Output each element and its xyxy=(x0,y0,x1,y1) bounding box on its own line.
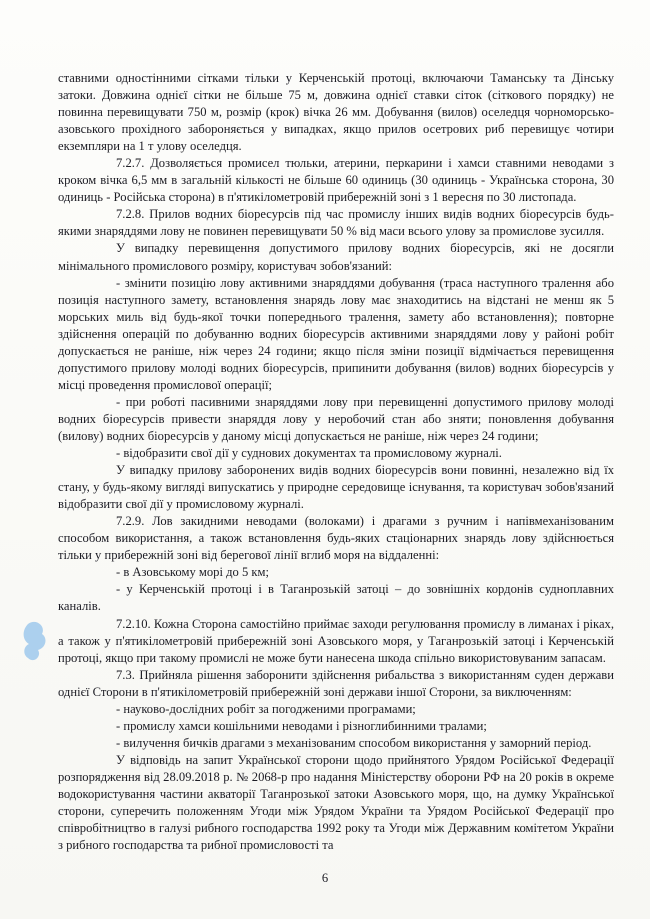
ink-blot-shape xyxy=(20,620,50,664)
paragraph-7-2-9: 7.2.9. Лов закидними неводами (волоками) і драгами з ручним і напівмеханізованим способом використання, а також встановлення будь-яких стаціонарних знарядь лову здійснюється тільки у прибережній зоні від берегової лінії вглиб моря на віддаленні: xyxy=(58,514,614,563)
list-item-azov-sea: - в Азовському морі до 5 км; xyxy=(116,565,269,580)
paragraph-7-2-7: 7.2.7. Дозволяється промисел тюльки, атерини, перкарини і хамси ставними неводами з кроком вічка 6,5 мм в загальній кількості не більше 60 одиниць (30 одиниць - Українська сторона, 30 одиниць - Російська сторона) в п'ятикілометровій прибережній зоні з 1 вересня по 30 листопада. xyxy=(58,156,614,205)
paragraph-bycatch-exceeded: У випадку перевищення допустимого прилову водних біоресурсів, які не досягли мінімального промислового розміру, користувач зобов'язаний: xyxy=(58,241,614,273)
paragraph-7-3: 7.3. Прийняла рішення заборонити здійснення рибальства з використанням суден держави однієї Сторони в п'ятикілометровій прибережній зоні держави іншої Сторони, за виключенням: xyxy=(58,667,614,699)
blue-ink-mark xyxy=(20,620,50,669)
paragraph-russian-decree: У відповідь на запит Української сторони щодо прийнятого Урядом Російської Федерації розпорядження від 28.09.2018 р. № 2068-р про надання Міністерству оборони РФ на 20 років в окреме водокористування частини акваторії Таганрозької затоки Азовського моря, що, на думку Української сторони, суперечить положенням Угоди між Урядом України та Урядом Російської Федерації про співробітництво в галузі рибного господарства 1992 року та Угоди між Державним комітетом України з рибного господарства та рибної промисловості та xyxy=(58,752,614,853)
list-item-passive-gear: - при роботі пасивними знаряддями лову при перевищенні допустимого прилову молоді водних біоресурсів привести знаряддя лову у неробочий стан або зняти; поновлення добування (вилову) водних біоресурсів у даному місці допускається не раніше, ніж через 24 години; xyxy=(58,394,614,443)
list-item-record-actions: - відобразити свої дії у суднових документах та промисловому журналі. xyxy=(116,446,502,461)
paragraph-prohibited-species: У випадку прилову заборонених видів водних біоресурсів вони повинні, незалежно від їх стану, у будь-якому вигляді випускатись у природне середовище існування, та користувач зобов'язаний відобразити свої дії у промисловому журналі. xyxy=(58,463,614,512)
document-body xyxy=(58,70,614,854)
paragraph-herring-nets: ставними одностінними сітками тільки у Керченській протоці, включаючи Таманську та Дінську затоки. Довжина однієї сітки не більше 75 м, довжина однієї ставки сіток (сіткового порядку) не повинна перевищувати 750 м, розмір (крок) вічка 26 мм. Добування (вилов) оселедця чорноморсько-азовського прохідного забороняється у випадках, якщо прилов осетрових риб перевищує чотири екземпляри на 1 т улову оселедця. xyxy=(58,71,614,154)
list-item-gobies: - вилучення бичків драгами з механізованим способом використання у заморний період. xyxy=(116,735,592,750)
list-item-kerch-taganrog: - у Керченській протоці і в Таганрозькій затоці – до зовнішніх кордонів судноплавних каналів. xyxy=(58,582,614,614)
list-item-anchovy: - промислу хамси кошільними неводами і різноглибинними тралами; xyxy=(116,718,487,733)
list-item-change-position: - змінити позицію лову активними знаряддями добування (траса наступного тралення або позиція наступного замету, встановлення знарядь лову має знаходитись на відстані не менш як 5 морських миль від будь-якої точки попереднього тралення, замету або встановлення); повторне здійснення операцій по добуванню водних біоресурсів активними знаряддями лову у районі робіт допускається не раніше, ніж через 24 години; якщо після зміни позиції відмічається перевищення допустимого прилову молоді водних біоресурсів, припинити добування (вилов) водних біоресурсів у місці проведення промислової операції; xyxy=(58,275,614,392)
list-item-research: - науково-дослідних робіт за погодженими програмами; xyxy=(116,701,416,716)
paragraph-7-2-8: 7.2.8. Прилов водних біоресурсів під час промислу інших видів водних біоресурсів будь-якими знаряддями лову не повинен перевищувати 50 % від маси всього улову за промислове зусилля. xyxy=(58,207,614,239)
page-number: 6 xyxy=(321,871,329,885)
paragraph-7-2-10: 7.2.10. Кожна Сторона самостійно приймає заходи регулювання промислу в лиманах і ріках, а також у п'ятикілометровій прибережній зоні Азовського моря, у Таганрозькій затоці і Керченській протоці, якщо при такому промислі не може бути нанесена шкода спільно використовуваним запасам. xyxy=(58,616,614,665)
